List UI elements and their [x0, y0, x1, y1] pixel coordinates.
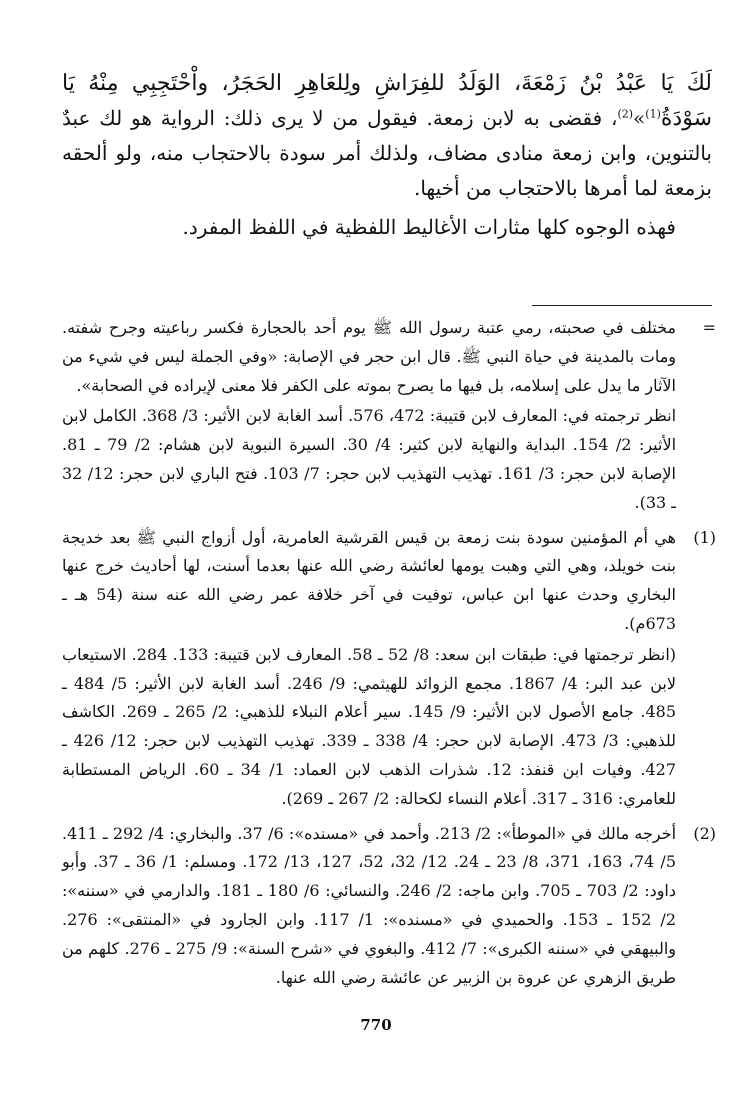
footnote-sources: (انظر ترجمتها في: طبقات ابن سعد: 8/ 52 ـ 58. المعارف لابن قتيبة: 133. 284. الاستيعاب لابن عبد البر: 4/ 1867. مجمع الزوائد للهيثمي: 9/ 246. أسد الغابة لابن الأثير: 5/ 484 ـ 485. جامع الأصول لابن الأثير: 9/ 145. سير أعلام النبلاء للذهبي: 2/ 265 ـ 269. الكاشف للذهبي: 3/ 473. الإصابة لابن حجر: 4/ 338 ـ 339. تهذيب التهذيب لابن حجر: 12/ 426 ـ 427. وفيات ابن قنفذ: 12. شذرات الذهب لابن العماد: 1/ 34 ـ 60. الرياض المستطابة للعامري: 316 ـ 317. أعلام النساء لكحالة: 2/ 267 ـ 269). [62, 644, 677, 808]
footnote-continuation [62, 314, 716, 518]
continuation-marker: = [702, 318, 716, 337]
footnote-text: هي أم المؤمنين سودة بنت زمعة بن قيس القرشية العامرية، أول أزواج النبي ﷺ بعد خديجة بنت خويلد، وهي التي وهبت يومها لعائشة رضي الله عنها بعدما أسنت، لها أحاديث خرج عنها البخاري وحدث عنها ابن عباس، توفيت في آخر خلافة عمر رضي الله عنه سنة (54 هـ ـ 673م). [62, 527, 677, 633]
footnote-sources: انظر ترجمته في: المعارف لابن قتيبة: 472، 576. أسد الغابة لابن الأثير: 3/ 368. الكامل لابن الأثير: 2/ 154. البداية والنهاية لابن كثير: 4/ 30. السيرة النبوية لابن هشام: 2/ 79 ـ 81. الإصابة لابن حجر: 3/ 161. تهذيب التهذيب لابن حجر: 7/ 103. فتح الباري لابن حجر: 12/ 32 ـ 33). [62, 406, 677, 512]
footnote-text: أخرجه مالك في «الموطأ»: 2/ 213. وأحمد في «مسنده»: 6/ 37. والبخاري: 4/ 292 ـ 411. 5/ 74، 163، 371، 8/ 23 ـ 24. 12/ 32، 52، 127، 13/ 172. ومسلم: 1/ 36 ـ 37. وأبو داود: 2/ 703 ـ 705. وابن ماجه: 2/ 246. والنسائي: 6/ 180 ـ 181. والدارمي في «سننه»: 2/ 152 ـ 153. والحميدي في «مسنده»: 1/ 117. وابن الجارود في «المنتقى»: 276. والبيهقي في «سننه الكبرى»: 7/ 412. والبغوي في «شرح السنة»: 9/ 275 ـ 276. كلهم من طريق الزهري عن عروة بن الزبير عن عائشة رضي الله عنها. [62, 823, 677, 987]
footnote-1-marker: (1) [693, 527, 716, 547]
conclusion-paragraph: فهذه الوجوه كلها مثارات الأغاليط اللفظية في اللفظ المفرد. [182, 215, 676, 239]
footnotes-section [62, 314, 716, 992]
main-paragraph [62, 66, 712, 206]
footnote-body [62, 314, 676, 518]
footnote-ref-2[interactable]: (2) [617, 107, 634, 121]
main-text [62, 66, 712, 245]
closing-quote: » [633, 106, 646, 130]
hadith-quote-end: سَوْدَةُ [660, 106, 712, 131]
main-paragraph-text: ، فقضى به لابن زمعة. فيقول من لا يرى ذلك: الرواية هو لك عبدٌ بالتنوين، وابن زمعة منادى مضاف، ولذلك أمر سودة بالاحتجاب منه، ولو ألحقه بزمعة لما أمرها بالاحتجاب من أخيها. [62, 106, 712, 200]
footnote-divider [532, 305, 712, 306]
footnote-body [62, 820, 676, 993]
hadith-quote-line: لَكَ يَا عَبْدُ بْنُ زَمْعَةَ، الوَلَدُ للفِرَاشِ ولِلعَاهِرِ الحَجَرُ، واْحْتَجِبِي مِنْهُ يَا [62, 71, 712, 96]
footnote-1 [62, 524, 716, 814]
footnote-text: مختلف في صحبته، رمي عتبة رسول الله ﷺ يوم أحد بالحجارة فكسر رباعيته وجرح شفته. ومات بالمدينة في حياة النبي ﷺ. قال ابن حجر في الإصابة: «وفي الجملة ليس في شيء من الآثار ما يدل على إسلامه، بل فيها ما يصرح بموته على الكفر فلا معنى لإيراده في الصحابة». [62, 318, 676, 395]
footnote-body [62, 524, 676, 814]
page-number: 770 [360, 1016, 392, 1034]
footnote-2-marker: (2) [693, 823, 716, 843]
footnote-ref-1[interactable]: (1) [645, 107, 661, 121]
footnote-2 [62, 820, 716, 993]
